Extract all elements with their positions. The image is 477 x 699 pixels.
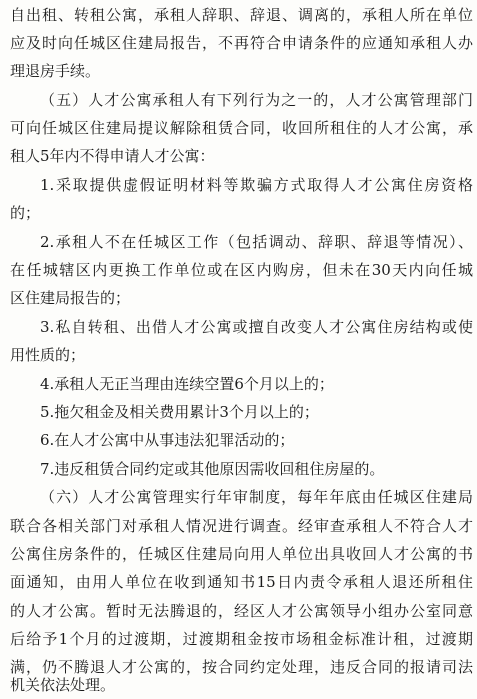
text-line-24: 满，仍不腾退人才公寓的，按合同约定处理，违反合同的报请司法 [10, 658, 473, 676]
text-line-9: 2.承租人不在任城区工作（包括调动、辞职、辞退等情况）、 [40, 233, 473, 251]
text-line-7: 1.采取提供虚假证明材料等欺骗方式取得人才公寓住房资格 [40, 176, 473, 194]
text-line-4: （五）人才公寓承租人有下列行为之一的，人才公寓管理部门 [40, 91, 473, 109]
text-line-18: （六）人才公寓管理实行年审制度，每年年底由任城区住建局 [40, 488, 473, 506]
text-line-23: 后给予1个月的过渡期，过渡期租金按市场租金标准计租，过渡期 [10, 630, 473, 648]
text-line-3: 理退房手续。 [10, 62, 101, 80]
text-line-16: 6.在人才公寓中从事违法犯罪活动的； [40, 431, 295, 449]
text-line-12: 3.私自转租、出借人才公寓或擅自改变人才公寓住房结构或使 [40, 318, 473, 336]
text-line-14: 4.承租人无正当理由连续空置6个月以上的； [40, 375, 334, 393]
text-line-10: 在任城辖区内更换工作单位或在区内购房，但未在30天内向任城 [10, 261, 473, 279]
text-line-19: 联合各相关部门对承租人情况进行调查。经审查承租人不符合人才 [10, 517, 473, 535]
text-line-15: 5.拖欠租金及相关费用累计3个月以上的； [40, 403, 319, 421]
text-line-25: 机关依法处理。 [10, 676, 116, 694]
text-line-1: 自出租、转租公寓，承租人辞职、辞退、调离的，承租人所在单位 [10, 6, 473, 24]
text-line-22: 的人才公寓。暂时无法腾退的，经区人才公寓领导小组办公室同意 [10, 602, 473, 620]
text-line-6: 租人5年内不得申请人才公寓： [10, 147, 215, 165]
text-line-21: 面通知，由用人单位在收到通知书15日内责令承租人退还所租住 [10, 573, 473, 591]
text-line-8: 的； [10, 204, 41, 222]
text-line-11: 区住建局报告的； [10, 289, 131, 307]
text-line-2: 应及时向任城区住建局报告，不再符合申请条件的应通知承租人办 [10, 34, 473, 52]
text-line-5: 可向任城区住建局提议解除租赁合同，收回所租住的人才公寓，承 [10, 119, 473, 137]
text-line-13: 用性质的； [10, 346, 86, 364]
text-line-20: 公寓住房条件的，任城区住建局向用人单位出具收回人才公寓的书 [10, 545, 473, 563]
text-line-17: 7.违反租赁合同约定或其他原因需收回租住房屋的。 [40, 460, 385, 478]
